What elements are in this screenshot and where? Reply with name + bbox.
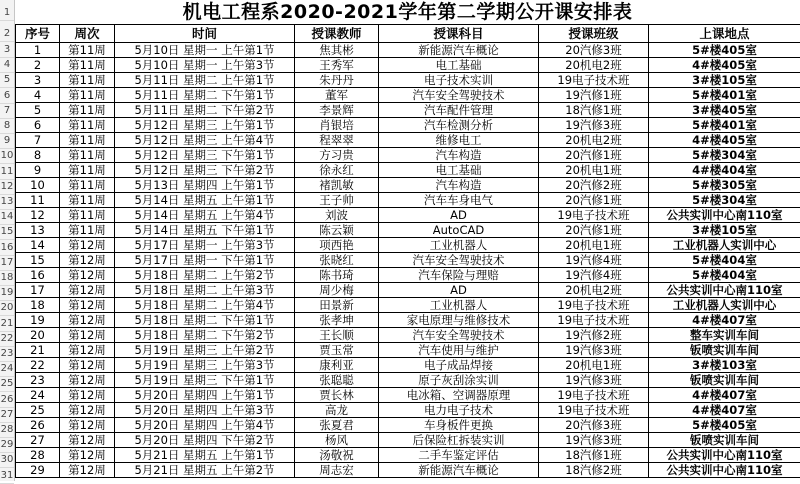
cell-subject[interactable]: 汽车使用与维护: [379, 343, 539, 358]
cell-location[interactable]: 4#楼407室: [649, 388, 800, 403]
col-header-class[interactable]: 授课班级: [539, 25, 649, 43]
cell-teacher[interactable]: 王子帅: [295, 193, 379, 208]
cell-class[interactable]: 20汽修1班: [539, 223, 649, 238]
table-row: [16, 43, 800, 58]
cell-week[interactable]: 第12周: [60, 328, 115, 343]
cell-week[interactable]: 第12周: [60, 238, 115, 253]
row-number[interactable]: 15: [0, 224, 14, 240]
cell-subject[interactable]: AD: [379, 283, 539, 298]
cell-subject[interactable]: 二手车鉴定评估: [379, 448, 539, 463]
cell-no[interactable]: 13: [16, 223, 60, 238]
cell-class[interactable]: 19电子技术班: [539, 388, 649, 403]
cell-no[interactable]: 12: [16, 208, 60, 223]
cell-class[interactable]: 20机电2班: [539, 58, 649, 73]
cell-location[interactable]: 钣喷实训车间: [649, 433, 800, 448]
row-number[interactable]: 9: [0, 133, 14, 149]
cell-no[interactable]: 26: [16, 418, 60, 433]
cell-class[interactable]: 19电子技术班: [539, 313, 649, 328]
table-row: [16, 73, 800, 88]
cell-class[interactable]: 20机电2班: [539, 283, 649, 298]
cell-subject[interactable]: 电子技术实训: [379, 73, 539, 88]
row-number[interactable]: 17: [0, 255, 14, 271]
cell-teacher[interactable]: 程翠翠: [295, 133, 379, 148]
cell-time[interactable]: 5月11日 星期二 下午第2节: [115, 103, 295, 118]
cell-time[interactable]: 5月14日 星期五 下午第1节: [115, 223, 295, 238]
row-number[interactable]: 2: [0, 26, 14, 42]
cell-subject[interactable]: 车身板件更换: [379, 418, 539, 433]
row-header-column: [0, 0, 15, 481]
cell-class[interactable]: 19汽修1班: [539, 88, 649, 103]
table-row: [16, 103, 800, 118]
cell-time[interactable]: 5月18日 星期二 上午第4节: [115, 298, 295, 313]
table-row: [16, 178, 800, 193]
cell-location[interactable]: 钣喷实训车间: [649, 373, 800, 388]
cell-time[interactable]: 5月11日 星期二 上午第1节: [115, 73, 295, 88]
cell-teacher[interactable]: 陈云颖: [295, 223, 379, 238]
cell-time[interactable]: 5月19日 星期三 上午第3节: [115, 358, 295, 373]
cell-no[interactable]: 28: [16, 448, 60, 463]
cell-no[interactable]: 11: [16, 193, 60, 208]
table-row: [16, 88, 800, 103]
row-number[interactable]: 25: [0, 376, 14, 392]
cell-teacher[interactable]: 周少梅: [295, 283, 379, 298]
cell-subject[interactable]: 汽车安全驾驶技术: [379, 253, 539, 268]
cell-location[interactable]: 钣喷实训车间: [649, 343, 800, 358]
row-number[interactable]: 27: [0, 407, 14, 423]
cell-week[interactable]: 第12周: [60, 313, 115, 328]
cell-time[interactable]: 5月13日 星期四 上午第1节: [115, 178, 295, 193]
cell-week[interactable]: 第12周: [60, 463, 115, 478]
cell-teacher[interactable]: 肖银培: [295, 118, 379, 133]
table-row: [16, 343, 800, 358]
cell-class[interactable]: 19汽修4班: [539, 268, 649, 283]
cell-teacher[interactable]: 陈书琦: [295, 268, 379, 283]
cell-no[interactable]: 25: [16, 403, 60, 418]
row-number[interactable]: 7: [0, 103, 14, 119]
cell-no[interactable]: 5: [16, 103, 60, 118]
cell-no[interactable]: 14: [16, 238, 60, 253]
table-row: [16, 433, 800, 448]
table-row: [16, 223, 800, 238]
cell-time[interactable]: 5月14日 星期五 上午第1节: [115, 193, 295, 208]
cell-teacher[interactable]: 焦其彬: [295, 43, 379, 58]
cell-subject[interactable]: AutoCAD: [379, 223, 539, 238]
cell-teacher[interactable]: 康利亚: [295, 358, 379, 373]
cell-teacher[interactable]: 贾玉常: [295, 343, 379, 358]
row-number[interactable]: 21: [0, 316, 14, 332]
cell-no[interactable]: 20: [16, 328, 60, 343]
cell-no[interactable]: 21: [16, 343, 60, 358]
row-number[interactable]: 5: [0, 72, 14, 88]
cell-time[interactable]: 5月17日 星期一 上午第3节: [115, 238, 295, 253]
cell-location[interactable]: 工业机器人实训中心: [649, 238, 800, 253]
col-header-subject[interactable]: 授课科目: [379, 25, 539, 43]
cell-teacher[interactable]: 张聪聪: [295, 373, 379, 388]
cell-location[interactable]: 5#楼304室: [649, 193, 800, 208]
cell-location[interactable]: 5#楼405室: [649, 418, 800, 433]
cell-time[interactable]: 5月12日 星期三 上午第1节: [115, 118, 295, 133]
cell-class[interactable]: 19汽修3班: [539, 118, 649, 133]
cell-subject[interactable]: 汽车安全驾驶技术: [379, 328, 539, 343]
cell-subject[interactable]: 电工基础: [379, 163, 539, 178]
cell-week[interactable]: 第12周: [60, 343, 115, 358]
cell-week[interactable]: 第12周: [60, 388, 115, 403]
cell-class[interactable]: 18汽修2班: [539, 463, 649, 478]
cell-week[interactable]: 第11周: [60, 88, 115, 103]
cell-location[interactable]: 公共实训中心南110室: [649, 463, 800, 478]
row-number[interactable]: 22: [0, 331, 14, 347]
cell-subject[interactable]: 后保险杠拆装实训: [379, 433, 539, 448]
table-row: [16, 463, 800, 478]
cell-teacher[interactable]: 王长顺: [295, 328, 379, 343]
cell-week[interactable]: 第11周: [60, 118, 115, 133]
cell-location[interactable]: 整车实训车间: [649, 328, 800, 343]
cell-no[interactable]: 8: [16, 148, 60, 163]
row-number[interactable]: 10: [0, 148, 14, 164]
row-number[interactable]: 6: [0, 88, 14, 104]
cell-week[interactable]: 第11周: [60, 133, 115, 148]
cell-subject[interactable]: 工业机器人: [379, 298, 539, 313]
cell-time[interactable]: 5月20日 星期四 上午第3节: [115, 403, 295, 418]
cell-location[interactable]: 5#楼305室: [649, 178, 800, 193]
table-row: [16, 373, 800, 388]
row-number[interactable]: 24: [0, 361, 14, 377]
cell-location[interactable]: 公共实训中心南110室: [649, 208, 800, 223]
cell-location[interactable]: 工业机器人实训中心: [649, 298, 800, 313]
row-number[interactable]: 8: [0, 118, 14, 134]
table-row: [16, 208, 800, 223]
cell-teacher[interactable]: 方习贵: [295, 148, 379, 163]
cell-subject[interactable]: 新能源汽车概论: [379, 463, 539, 478]
row-number[interactable]: 16: [0, 240, 14, 256]
cell-location[interactable]: 4#楼405室: [649, 58, 800, 73]
cell-teacher[interactable]: 杨风: [295, 433, 379, 448]
cell-week[interactable]: 第12周: [60, 418, 115, 433]
row-number[interactable]: 11: [0, 164, 14, 180]
cell-no[interactable]: 2: [16, 58, 60, 73]
table-row: [16, 133, 800, 148]
cell-location[interactable]: 5#楼404室: [649, 253, 800, 268]
cell-teacher[interactable]: 贾长林: [295, 388, 379, 403]
cell-time[interactable]: 5月12日 星期三 下午第1节: [115, 148, 295, 163]
cell-location[interactable]: 4#楼407室: [649, 313, 800, 328]
cell-time[interactable]: 5月19日 星期三 下午第1节: [115, 373, 295, 388]
cell-class[interactable]: 20汽修3班: [539, 418, 649, 433]
cell-week[interactable]: 第12周: [60, 283, 115, 298]
cell-subject[interactable]: 原子灰刮涂实训: [379, 373, 539, 388]
cell-class[interactable]: 19汽修3班: [539, 373, 649, 388]
cell-subject[interactable]: 汽车车身电气: [379, 193, 539, 208]
cell-no[interactable]: 29: [16, 463, 60, 478]
cell-subject[interactable]: 电冰箱、空调器原理: [379, 388, 539, 403]
cell-week[interactable]: 第12周: [60, 433, 115, 448]
cell-subject[interactable]: 汽车安全驾驶技术: [379, 88, 539, 103]
cell-no[interactable]: 10: [16, 178, 60, 193]
cell-class[interactable]: 20机电1班: [539, 238, 649, 253]
cell-week[interactable]: 第11周: [60, 178, 115, 193]
table-row: [16, 283, 800, 298]
cell-no[interactable]: 3: [16, 73, 60, 88]
cell-week[interactable]: 第12周: [60, 403, 115, 418]
cell-time[interactable]: 5月18日 星期二 上午第2节: [115, 268, 295, 283]
col-header-no[interactable]: 序号: [16, 25, 60, 43]
cell-teacher[interactable]: 汤敬祝: [295, 448, 379, 463]
cell-location[interactable]: 5#楼405室: [649, 43, 800, 58]
cell-subject[interactable]: 汽车保险与理赔: [379, 268, 539, 283]
cell-location[interactable]: 5#楼304室: [649, 148, 800, 163]
cell-teacher[interactable]: 周志宏: [295, 463, 379, 478]
row-number[interactable]: 14: [0, 209, 14, 225]
cell-subject[interactable]: 家电原理与维修技术: [379, 313, 539, 328]
cell-no[interactable]: 17: [16, 283, 60, 298]
cell-week[interactable]: 第11周: [60, 163, 115, 178]
cell-subject[interactable]: 汽车配件管理: [379, 103, 539, 118]
cell-week[interactable]: 第11周: [60, 223, 115, 238]
cell-teacher[interactable]: 徐永红: [295, 163, 379, 178]
row-number[interactable]: 29: [0, 437, 14, 453]
cell-time[interactable]: 5月20日 星期四 上午第4节: [115, 418, 295, 433]
table-row: [16, 388, 800, 403]
cell-class[interactable]: 19电子技术班: [539, 298, 649, 313]
col-header-time[interactable]: 时间: [115, 25, 295, 43]
cell-no[interactable]: 27: [16, 433, 60, 448]
table-row: [16, 448, 800, 463]
cell-no[interactable]: 7: [16, 133, 60, 148]
table-row: [16, 403, 800, 418]
cell-subject[interactable]: 电力电子技术: [379, 403, 539, 418]
cell-location[interactable]: 3#楼103室: [649, 358, 800, 373]
cell-time[interactable]: 5月20日 星期四 上午第1节: [115, 388, 295, 403]
row-number[interactable]: 3: [0, 42, 14, 58]
row-number[interactable]: 19: [0, 285, 14, 301]
cell-location[interactable]: 3#楼405室: [649, 103, 800, 118]
cell-subject[interactable]: 汽车检测分析: [379, 118, 539, 133]
cell-teacher[interactable]: 董军: [295, 88, 379, 103]
row-number[interactable]: 26: [0, 392, 14, 408]
row-number[interactable]: 30: [0, 452, 14, 468]
cell-time[interactable]: 5月10日 星期一 上午第3节: [115, 58, 295, 73]
cell-class[interactable]: 20机电1班: [539, 358, 649, 373]
cell-teacher[interactable]: 褚凯敏: [295, 178, 379, 193]
cell-class[interactable]: 20汽修1班: [539, 193, 649, 208]
cell-week[interactable]: 第11周: [60, 193, 115, 208]
cell-class[interactable]: 18汽修1班: [539, 103, 649, 118]
row-number[interactable]: 12: [0, 179, 14, 195]
cell-class[interactable]: 19电子技术班: [539, 403, 649, 418]
cell-class[interactable]: 19汽修4班: [539, 253, 649, 268]
table-row: [16, 238, 800, 253]
cell-subject[interactable]: 工业机器人: [379, 238, 539, 253]
table-row: [16, 313, 800, 328]
cell-teacher[interactable]: 朱丹丹: [295, 73, 379, 88]
sheet-title[interactable]: 机电工程系2020-2021学年第二学期公开课安排表: [15, 0, 800, 24]
cell-time[interactable]: 5月19日 星期三 上午第2节: [115, 343, 295, 358]
table-row: [16, 418, 800, 433]
cell-time[interactable]: 5月12日 星期三 下午第2节: [115, 163, 295, 178]
cell-no[interactable]: 18: [16, 298, 60, 313]
cell-location[interactable]: 3#楼105室: [649, 223, 800, 238]
cell-location[interactable]: 5#楼401室: [649, 118, 800, 133]
table-row: [16, 358, 800, 373]
cell-teacher[interactable]: 项西艳: [295, 238, 379, 253]
row-number[interactable]: 31: [0, 468, 14, 484]
cell-no[interactable]: 23: [16, 373, 60, 388]
cell-week[interactable]: 第12周: [60, 448, 115, 463]
table-row: [16, 163, 800, 178]
row-number[interactable]: 18: [0, 270, 14, 286]
cell-subject[interactable]: AD: [379, 208, 539, 223]
cell-week[interactable]: 第12周: [60, 268, 115, 283]
cell-week[interactable]: 第11周: [60, 103, 115, 118]
cell-time[interactable]: 5月14日 星期五 上午第4节: [115, 208, 295, 223]
cell-class[interactable]: 20机电2班: [539, 133, 649, 148]
cell-time[interactable]: 5月21日 星期五 上午第2节: [115, 463, 295, 478]
cell-location[interactable]: 4#楼404室: [649, 163, 800, 178]
cell-location[interactable]: 公共实训中心南110室: [649, 448, 800, 463]
cell-time[interactable]: 5月12日 星期三 上午第4节: [115, 133, 295, 148]
cell-teacher[interactable]: 王秀军: [295, 58, 379, 73]
cell-time[interactable]: 5月20日 星期四 下午第2节: [115, 433, 295, 448]
table-row: [16, 148, 800, 163]
cell-no[interactable]: 19: [16, 313, 60, 328]
cell-class[interactable]: 19电子技术班: [539, 73, 649, 88]
cell-time[interactable]: 5月18日 星期二 下午第1节: [115, 313, 295, 328]
cell-week[interactable]: 第11周: [60, 43, 115, 58]
cell-week[interactable]: 第12周: [60, 358, 115, 373]
cell-class[interactable]: 20机电1班: [539, 163, 649, 178]
cell-location[interactable]: 5#楼401室: [649, 88, 800, 103]
header-row: [16, 25, 800, 43]
cell-time[interactable]: 5月17日 星期一 下午第1节: [115, 253, 295, 268]
cell-teacher[interactable]: 张孝坤: [295, 313, 379, 328]
cell-no[interactable]: 4: [16, 88, 60, 103]
table-row: [16, 253, 800, 268]
cell-location[interactable]: 3#楼105室: [649, 73, 800, 88]
table-row: [16, 298, 800, 313]
row-number[interactable]: 13: [0, 194, 14, 210]
cell-class[interactable]: 19汽修2班: [539, 328, 649, 343]
table-row: [16, 268, 800, 283]
table-row: [16, 118, 800, 133]
cell-time[interactable]: 5月18日 星期二 上午第3节: [115, 283, 295, 298]
cell-no[interactable]: 22: [16, 358, 60, 373]
cell-class[interactable]: 19电子技术班: [539, 208, 649, 223]
cell-no[interactable]: 16: [16, 268, 60, 283]
cell-location[interactable]: 4#楼407室: [649, 403, 800, 418]
cell-time[interactable]: 5月21日 星期五 上午第1节: [115, 448, 295, 463]
row-number[interactable]: 23: [0, 346, 14, 362]
cell-class[interactable]: 20汽修3班: [539, 43, 649, 58]
cell-class[interactable]: 20汽修1班: [539, 148, 649, 163]
cell-class[interactable]: 20汽修2班: [539, 178, 649, 193]
cell-subject[interactable]: 电子成品焊接: [379, 358, 539, 373]
cell-no[interactable]: 15: [16, 253, 60, 268]
row-number[interactable]: 4: [0, 57, 14, 73]
cell-location[interactable]: 5#楼404室: [649, 268, 800, 283]
row-number[interactable]: 1: [0, 5, 14, 21]
cell-subject[interactable]: 电工基础: [379, 58, 539, 73]
cell-week[interactable]: 第11周: [60, 208, 115, 223]
cell-no[interactable]: 6: [16, 118, 60, 133]
cell-location[interactable]: 4#楼405室: [649, 133, 800, 148]
cell-location[interactable]: 公共实训中心南110室: [649, 283, 800, 298]
col-header-location[interactable]: 上课地点: [649, 25, 800, 43]
cell-teacher[interactable]: 李景辉: [295, 103, 379, 118]
table-row: [16, 193, 800, 208]
cell-no[interactable]: 9: [16, 163, 60, 178]
cell-week[interactable]: 第11周: [60, 58, 115, 73]
cell-no[interactable]: 1: [16, 43, 60, 58]
col-header-teacher[interactable]: 授课教师: [295, 25, 379, 43]
cell-week[interactable]: 第11周: [60, 73, 115, 88]
row-number[interactable]: 20: [0, 300, 14, 316]
cell-week[interactable]: 第12周: [60, 253, 115, 268]
col-header-week[interactable]: 周次: [60, 25, 115, 43]
cell-subject[interactable]: 汽车构造: [379, 148, 539, 163]
cell-time[interactable]: 5月11日 星期二 下午第1节: [115, 88, 295, 103]
row-number[interactable]: 28: [0, 422, 14, 438]
cell-teacher[interactable]: 张夏君: [295, 418, 379, 433]
cell-subject[interactable]: 新能源汽车概论: [379, 43, 539, 58]
table-row: [16, 328, 800, 343]
table-row: [16, 58, 800, 73]
cell-teacher[interactable]: 田景新: [295, 298, 379, 313]
schedule-table: [15, 24, 800, 478]
cell-teacher[interactable]: 刘波: [295, 208, 379, 223]
cell-subject[interactable]: 汽车构造: [379, 178, 539, 193]
cell-no[interactable]: 24: [16, 388, 60, 403]
cell-class[interactable]: 19汽修3班: [539, 433, 649, 448]
cell-subject[interactable]: 维修电工: [379, 133, 539, 148]
cell-class[interactable]: 19汽修3班: [539, 343, 649, 358]
cell-time[interactable]: 5月18日 星期二 下午第2节: [115, 328, 295, 343]
cell-time[interactable]: 5月10日 星期一 上午第1节: [115, 43, 295, 58]
cell-week[interactable]: 第12周: [60, 298, 115, 313]
cell-week[interactable]: 第12周: [60, 373, 115, 388]
cell-class[interactable]: 18汽修1班: [539, 448, 649, 463]
cell-teacher[interactable]: 张晓红: [295, 253, 379, 268]
cell-week[interactable]: 第11周: [60, 148, 115, 163]
cell-teacher[interactable]: 高龙: [295, 403, 379, 418]
